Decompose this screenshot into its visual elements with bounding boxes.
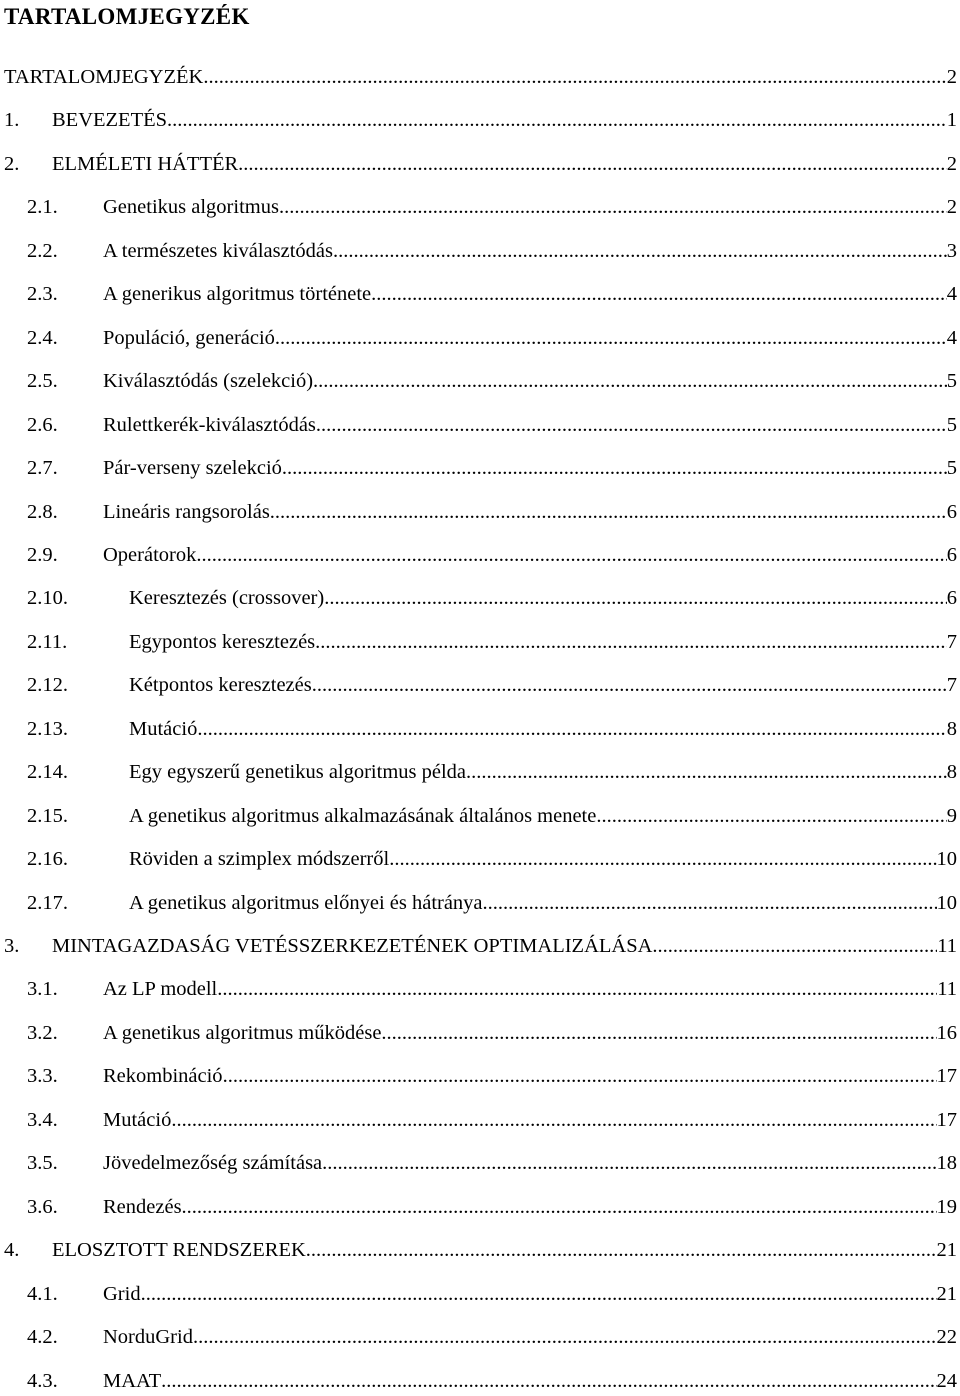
- toc-entry-page: 6: [947, 540, 960, 570]
- toc-entry-page: 11: [937, 931, 960, 961]
- toc-leader-dots: [203, 62, 946, 92]
- toc-entry[interactable]: [0, 844, 960, 874]
- toc-entry-page: 5: [947, 453, 960, 483]
- toc-entry-number: 2.1.: [27, 192, 58, 222]
- toc-entry-page: 4: [947, 279, 960, 309]
- toc-leader-dots: [324, 583, 947, 613]
- toc-entry[interactable]: [0, 540, 960, 570]
- toc-leader-dots: [333, 236, 947, 266]
- toc-entry-number: 2.8.: [27, 497, 58, 527]
- toc-entry-title: A genetikus algoritmus működése: [103, 1018, 381, 1048]
- toc-entry-page: 5: [947, 366, 960, 396]
- toc-entry[interactable]: [0, 974, 960, 1004]
- toc-entry[interactable]: [0, 323, 960, 353]
- toc-leader-dots: [313, 366, 947, 396]
- toc-entry-number: 2.7.: [27, 453, 58, 483]
- toc-entry-page: 3: [947, 236, 960, 266]
- toc-entry[interactable]: [0, 1322, 960, 1352]
- toc-entry-number: 2.: [4, 149, 19, 179]
- toc-entry[interactable]: [0, 583, 960, 613]
- toc-leader-dots: [322, 1148, 936, 1178]
- toc-entry-number: 3.4.: [27, 1105, 58, 1135]
- toc-leader-dots: [316, 410, 947, 440]
- toc-leader-dots: [171, 1105, 936, 1135]
- toc-leader-dots: [315, 627, 947, 657]
- toc-entry-title: ELOSZTOTT RENDSZEREK: [52, 1235, 306, 1265]
- toc-entry-page: 16: [937, 1018, 960, 1048]
- toc-entry-title: MINTAGAZDASÁG VETÉSSZERKEZETÉNEK OPTIMALIZÁLÁSA: [52, 931, 652, 961]
- toc-entry-title: Egypontos keresztezés: [129, 627, 315, 657]
- toc-leader-dots: [306, 1235, 937, 1265]
- toc-entry-number: 3.3.: [27, 1061, 58, 1091]
- toc-entry-title: Operátorok: [103, 540, 196, 570]
- toc-entry-page: 10: [937, 888, 960, 918]
- toc-entry[interactable]: [0, 801, 960, 831]
- toc-entry-number: 3.6.: [27, 1192, 58, 1222]
- toc-entry-page: 4: [947, 323, 960, 353]
- toc-entry-number: 4.3.: [27, 1366, 58, 1396]
- toc-entry[interactable]: [0, 670, 960, 700]
- toc-entry[interactable]: [0, 1192, 960, 1222]
- toc-entry[interactable]: [0, 1018, 960, 1048]
- toc-entry[interactable]: [0, 888, 960, 918]
- toc-entry-number: 1.: [4, 105, 19, 135]
- toc-leader-dots: [389, 844, 936, 874]
- toc-entry[interactable]: [0, 714, 960, 744]
- toc-entry-title: Lineáris rangsorolás: [103, 497, 270, 527]
- toc-entry-page: 2: [947, 192, 960, 222]
- toc-entry[interactable]: [0, 497, 960, 527]
- toc-entry-title: NorduGrid: [103, 1322, 193, 1352]
- toc-entry-number: 2.12.: [27, 670, 68, 700]
- toc-entry[interactable]: [0, 62, 960, 92]
- toc-entry[interactable]: [0, 1235, 960, 1265]
- toc-leader-dots: [238, 149, 947, 179]
- toc-entry[interactable]: [0, 1279, 960, 1309]
- toc-entry[interactable]: [0, 366, 960, 396]
- toc-entry[interactable]: [0, 1148, 960, 1178]
- toc-leader-dots: [381, 1018, 936, 1048]
- toc-entry-number: 2.3.: [27, 279, 58, 309]
- toc-entry-page: 8: [947, 757, 960, 787]
- toc-entry[interactable]: [0, 931, 960, 961]
- toc-entry-number: 3.5.: [27, 1148, 58, 1178]
- toc-entry[interactable]: [0, 410, 960, 440]
- toc-entry-page: 7: [947, 627, 960, 657]
- toc-entry-title: TARTALOMJEGYZÉK: [4, 62, 203, 92]
- toc-entry-page: 2: [947, 62, 960, 92]
- toc-leader-dots: [282, 453, 947, 483]
- toc-entry-page: 7: [947, 670, 960, 700]
- toc-entry-title: Kiválasztódás (szelekció): [103, 366, 313, 396]
- toc-entry-number: 2.5.: [27, 366, 58, 396]
- toc-entry-page: 17: [937, 1105, 960, 1135]
- toc-leader-dots: [193, 1322, 937, 1352]
- toc-entry-number: 2.16.: [27, 844, 68, 874]
- toc-leader-dots: [312, 670, 947, 700]
- toc-entry-number: 2.13.: [27, 714, 68, 744]
- toc-entry-page: 21: [937, 1279, 960, 1309]
- toc-entry-number: 2.14.: [27, 757, 68, 787]
- toc-leader-dots: [279, 192, 947, 222]
- toc-entry-title: Pár-verseny szelekció: [103, 453, 282, 483]
- toc-entry-number: 2.11.: [27, 627, 67, 657]
- toc-entry-page: 21: [937, 1235, 960, 1265]
- toc-entry-page: 8: [947, 714, 960, 744]
- toc-leader-dots: [223, 1061, 937, 1091]
- toc-entry-title: MAAT: [103, 1366, 161, 1396]
- toc-entry[interactable]: [0, 1366, 960, 1396]
- toc-entry-page: 19: [937, 1192, 960, 1222]
- toc-leader-dots: [141, 1279, 937, 1309]
- toc-entry-page: 6: [947, 583, 960, 613]
- toc-entry-number: 2.9.: [27, 540, 58, 570]
- toc-entry-title: ELMÉLETI HÁTTÉR: [52, 149, 238, 179]
- toc-entry-title: A genetikus algoritmus alkalmazásának általános menete: [129, 801, 596, 831]
- toc-leader-dots: [196, 540, 946, 570]
- toc-leader-dots: [270, 497, 947, 527]
- toc-entry-title: Jövedelmezőség számítása: [103, 1148, 322, 1178]
- toc-entry-number: 2.6.: [27, 410, 58, 440]
- toc-entry-number: 4.: [4, 1235, 19, 1265]
- toc-entry-title: Populáció, generáció: [103, 323, 275, 353]
- toc-entry-title: A genetikus algoritmus előnyei és hátránya: [129, 888, 483, 918]
- toc-entry-number: 2.4.: [27, 323, 58, 353]
- toc-entry-title: Grid: [103, 1279, 141, 1309]
- toc-entry[interactable]: [0, 1061, 960, 1091]
- toc-leader-dots: [182, 1192, 937, 1222]
- toc-entry-title: Rulettkerék-kiválasztódás: [103, 410, 316, 440]
- page-title: TARTALOMJEGYZÉK: [4, 2, 250, 32]
- toc-entry-title: Az LP modell: [103, 974, 217, 1004]
- toc-entry-title: A természetes kiválasztódás: [103, 236, 333, 266]
- toc-entry[interactable]: [0, 757, 960, 787]
- toc-entry-page: 5: [947, 410, 960, 440]
- toc-entry[interactable]: [0, 1105, 960, 1135]
- toc-entry-page: 9: [947, 801, 960, 831]
- toc-entry-title: Mutáció: [103, 1105, 171, 1135]
- toc-entry[interactable]: [0, 149, 960, 179]
- toc-leader-dots: [652, 931, 937, 961]
- toc-entry-page: 6: [947, 497, 960, 527]
- toc-leader-dots: [161, 1366, 936, 1396]
- toc-entry-title: Keresztezés (crossover): [129, 583, 324, 613]
- toc-entry-title: A generikus algoritmus története: [103, 279, 371, 309]
- toc-entry-number: 4.2.: [27, 1322, 58, 1352]
- toc-leader-dots: [275, 323, 947, 353]
- toc-leader-dots: [371, 279, 947, 309]
- toc-leader-dots: [466, 757, 947, 787]
- toc-entry[interactable]: [0, 453, 960, 483]
- toc-entry-number: 3.: [4, 931, 19, 961]
- toc-entry[interactable]: [0, 192, 960, 222]
- toc-entry-page: 10: [937, 844, 960, 874]
- toc-entry-page: 2: [947, 149, 960, 179]
- toc-entry-title: Mutáció: [129, 714, 197, 744]
- toc-entry-number: 2.2.: [27, 236, 58, 266]
- toc-entry-number: 4.1.: [27, 1279, 58, 1309]
- toc-entry-number: 2.15.: [27, 801, 68, 831]
- toc-entry-number: 2.10.: [27, 583, 68, 613]
- toc-leader-dots: [596, 801, 946, 831]
- toc-entry-title: Rekombináció: [103, 1061, 223, 1091]
- toc-entry-page: 24: [937, 1366, 960, 1396]
- toc-entry-title: Kétpontos keresztezés: [129, 670, 312, 700]
- toc-leader-dots: [217, 974, 937, 1004]
- toc-entry[interactable]: [0, 279, 960, 309]
- toc-leader-dots: [167, 105, 947, 135]
- toc-entry-number: 3.1.: [27, 974, 58, 1004]
- toc-entry-page: 17: [937, 1061, 960, 1091]
- toc-entry-page: 22: [937, 1322, 960, 1352]
- toc-entry-title: Röviden a szimplex módszerről: [129, 844, 389, 874]
- toc-entry-number: 2.17.: [27, 888, 68, 918]
- toc-leader-dots: [197, 714, 946, 744]
- toc-leader-dots: [483, 888, 937, 918]
- toc-entry-title: Genetikus algoritmus: [103, 192, 279, 222]
- toc-entry-page: 18: [937, 1148, 960, 1178]
- toc-entry-number: 3.2.: [27, 1018, 58, 1048]
- toc-entry[interactable]: [0, 105, 960, 135]
- toc-entry-page: 11: [937, 974, 960, 1004]
- toc-entry-title: Egy egyszerű genetikus algoritmus példa: [129, 757, 466, 787]
- toc-entry-title: Rendezés: [103, 1192, 182, 1222]
- toc-entry-page: 1: [947, 105, 960, 135]
- toc-entry[interactable]: [0, 236, 960, 266]
- toc-entry[interactable]: [0, 627, 960, 657]
- toc-entry-title: BEVEZETÉS: [52, 105, 167, 135]
